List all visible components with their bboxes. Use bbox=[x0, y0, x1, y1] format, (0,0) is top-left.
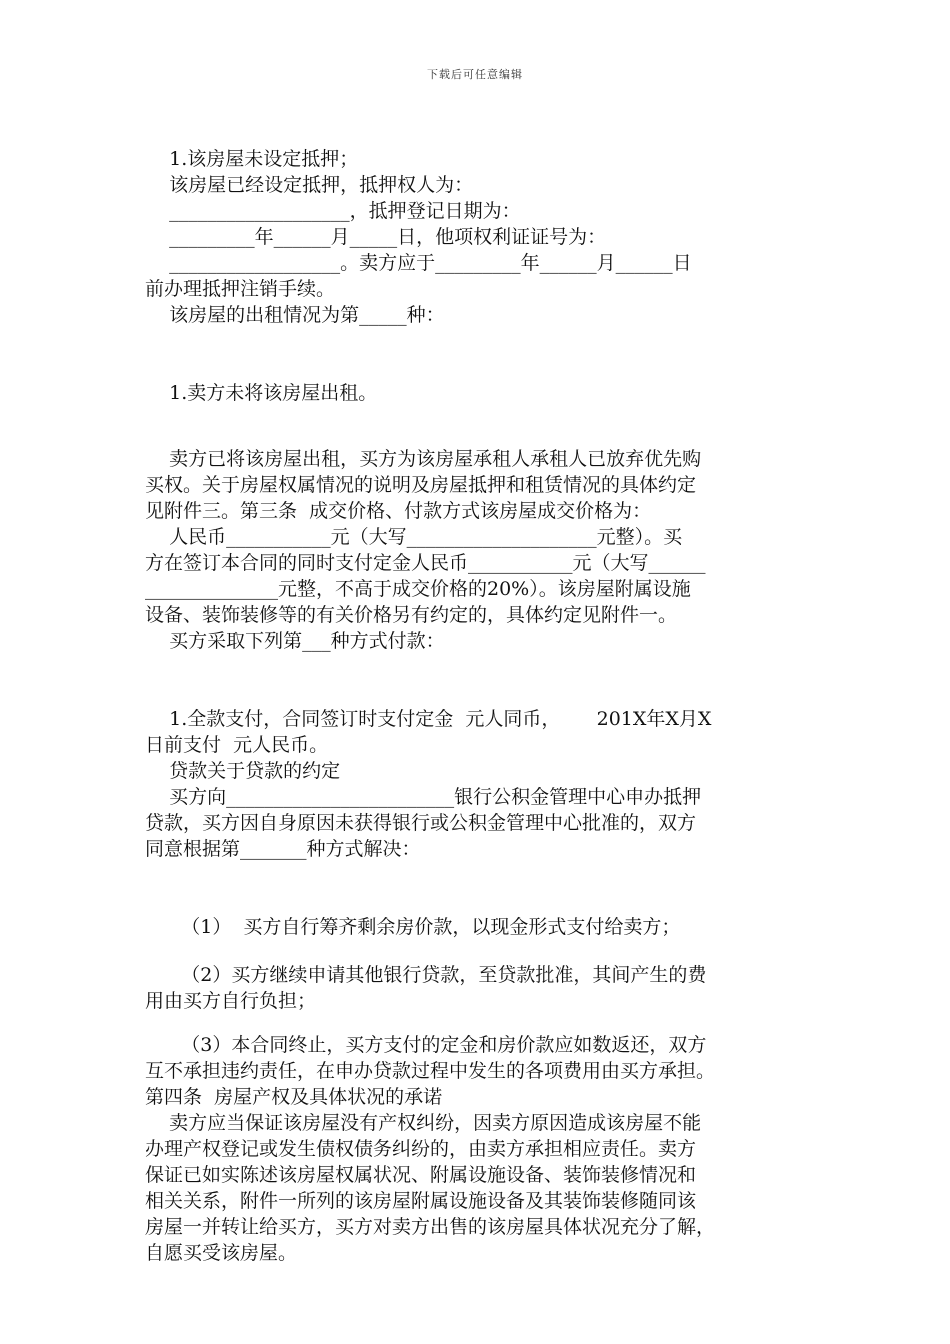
paragraph-line: 人民币___________元（大写____________________元整）。买 bbox=[145, 526, 683, 548]
paragraph-line: 卖方应当保证该房屋没有产权纠纷，因卖方原因造成该房屋不能 bbox=[145, 1112, 702, 1134]
paragraph-line: 设备、装饰装修等的有关价格另有约定的，具体约定见附件一。 bbox=[145, 604, 678, 626]
paragraph-line: 同意根据第_______种方式解决： bbox=[145, 838, 421, 860]
paragraph-line: 相关关系，附件一所列的该房屋附属设施设备及其装饰装修随同该 bbox=[145, 1190, 697, 1212]
paragraph-line: 买方采取下列第___种方式付款： bbox=[145, 630, 445, 652]
paragraph-line: 保证已如实陈述该房屋权属状况、附属设施设备、装饰装修情况和 bbox=[145, 1164, 697, 1186]
paragraph-line: ___________________，抵押登记日期为： bbox=[145, 200, 521, 222]
spacer bbox=[145, 862, 805, 914]
page-header-note: 下载后可任意编辑 bbox=[427, 68, 523, 81]
spacer bbox=[145, 940, 805, 962]
spacer bbox=[145, 328, 805, 380]
paragraph-line: 互不承担违约责任，在申办贷款过程中发生的各项费用由买方承担。 bbox=[145, 1060, 716, 1082]
paragraph-line: 见附件三。第三条 成交价格、付款方式该房屋成交价格为： bbox=[145, 500, 652, 522]
paragraph-line: （2）买方继续申请其他银行贷款，至贷款批准，其间产生的费 bbox=[145, 964, 707, 986]
paragraph-line: （1） 买方自行筹齐剩余房价款，以现金形式支付给卖方； bbox=[145, 916, 681, 938]
paragraph-line: 1.全款支付，合同签订时支付定金 元人同币， 201X年X月X bbox=[145, 708, 712, 730]
paragraph-line: 方在签订本合同的同时支付定金人民币___________元（大写______ bbox=[145, 552, 706, 574]
spacer bbox=[145, 1014, 805, 1032]
paragraph-line: ______________元整，不高于成交价格的20%）。该房屋附属设施 bbox=[145, 578, 691, 600]
paragraph-line: 前办理抵押注销手续。 bbox=[145, 278, 336, 300]
paragraph-line: 1.该房屋未设定抵押； bbox=[145, 148, 359, 170]
paragraph-line: 自愿买受该房屋。 bbox=[145, 1242, 298, 1264]
paragraph-line: 买权。关于房屋权属情况的说明及房屋抵押和租赁情况的具体约定 bbox=[145, 474, 697, 496]
document-body bbox=[145, 146, 805, 1266]
paragraph-line: 买方向________________________银行公积金管理中心申办抵押 bbox=[145, 786, 702, 808]
spacer bbox=[145, 406, 805, 446]
paragraph-line: 1.卖方未将该房屋出租。 bbox=[145, 382, 378, 404]
paragraph-line: 卖方已将该房屋出租，买方为该房屋承租人承租人已放弃优先购 bbox=[145, 448, 702, 470]
spacer bbox=[145, 654, 805, 706]
section-heading: 第四条 房屋产权及具体状况的承诺 bbox=[145, 1086, 443, 1108]
paragraph-line: 贷款，买方因自身原因未获得银行或公积金管理中心批准的，双方 bbox=[145, 812, 697, 834]
paragraph-line: 该房屋已经设定抵押，抵押权人为： bbox=[145, 174, 474, 196]
paragraph-line: 用由买方自行负担； bbox=[145, 990, 317, 1012]
paragraph-line: __________________。卖方应于_________年______月______日 bbox=[145, 252, 692, 274]
paragraph-line: 办理产权登记或发生债权债务纠纷的，由卖方承担相应责任。卖方 bbox=[145, 1138, 697, 1160]
paragraph-line: 该房屋的出租情况为第_____种： bbox=[145, 304, 445, 326]
paragraph-line: 房屋一并转让给买方，买方对卖方出售的该房屋具体状况充分了解， bbox=[145, 1216, 716, 1238]
paragraph-line: _________年______月_____日，他项权利证证号为： bbox=[145, 226, 607, 248]
paragraph-line: 贷款关于贷款的约定 bbox=[145, 760, 341, 782]
paragraph-line: 日前支付 元人民币。 bbox=[145, 734, 329, 756]
paragraph-line: （3）本合同终止，买方支付的定金和房价款应如数返还，双方 bbox=[145, 1034, 707, 1056]
